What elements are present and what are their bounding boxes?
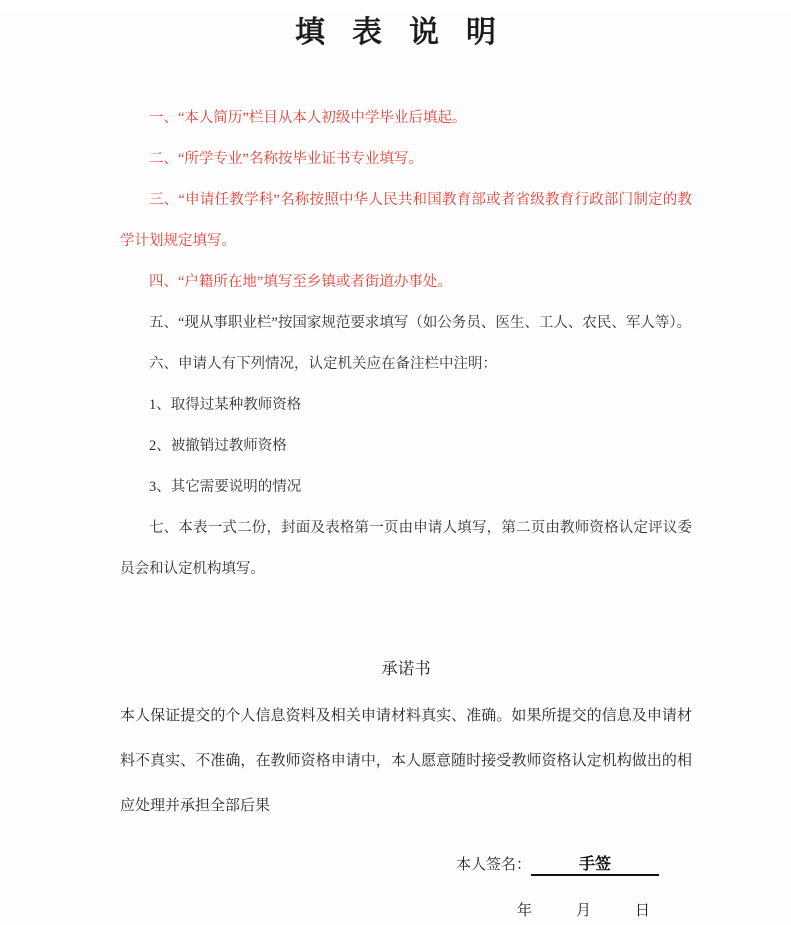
instruction-item: 五、“现从事职业栏”按国家规范要求填写（如公务员、医生、工人、农民、军人等）。 <box>149 315 692 331</box>
instruction-item: 二、“所学专业”名称按毕业证书专业填写。 <box>149 151 423 167</box>
signature-line: 手签 <box>531 855 659 876</box>
date-row <box>120 899 692 920</box>
instruction-item: 七、本表一式二份，封面及表格第一页由申请人填写，第二页由教师资格认定评议委员会和认定机构填写。 <box>120 520 692 577</box>
signature-label: 本人签名： <box>456 857 532 873</box>
document-page <box>0 12 791 925</box>
page-title: 填表说明 <box>295 16 523 49</box>
commitment-section <box>120 650 692 829</box>
instruction-item: 四、“户籍所在地”填写至乡镇或者街道办事处。 <box>149 274 452 290</box>
instruction-item: 六、申请人有下列情况，认定机关应在备注栏中注明： <box>149 356 497 372</box>
instruction-subitem: 3、其它需要说明的情况 <box>149 479 302 495</box>
commitment-body: 本人保证提交的个人信息资料及相关申请材料真实、准确。如果所提交的信息及申请材料不真实、不准确，在教师资格申请中，本人愿意随时接受教师资格认定机构做出的相应处理并承担全部后果 <box>120 708 692 814</box>
instruction-item: 一、“本人简历”栏目从本人初级中学毕业后填起。 <box>149 110 467 126</box>
date-year-label: 年 <box>517 903 533 919</box>
document-content <box>120 98 692 920</box>
date-day-label: 日 <box>635 903 651 919</box>
instruction-item: 三、“申请任教学科”名称按照中华人民共和国教育部或者省级教育行政部门制定的教学计划规定填写。 <box>120 192 692 249</box>
instruction-subitem: 1、取得过某种教师资格 <box>149 397 302 413</box>
commitment-heading: 承诺书 <box>381 659 431 678</box>
date-month-label: 月 <box>576 903 592 919</box>
signature-row <box>120 855 692 877</box>
instruction-subitem: 2、被撤销过教师资格 <box>149 438 287 454</box>
